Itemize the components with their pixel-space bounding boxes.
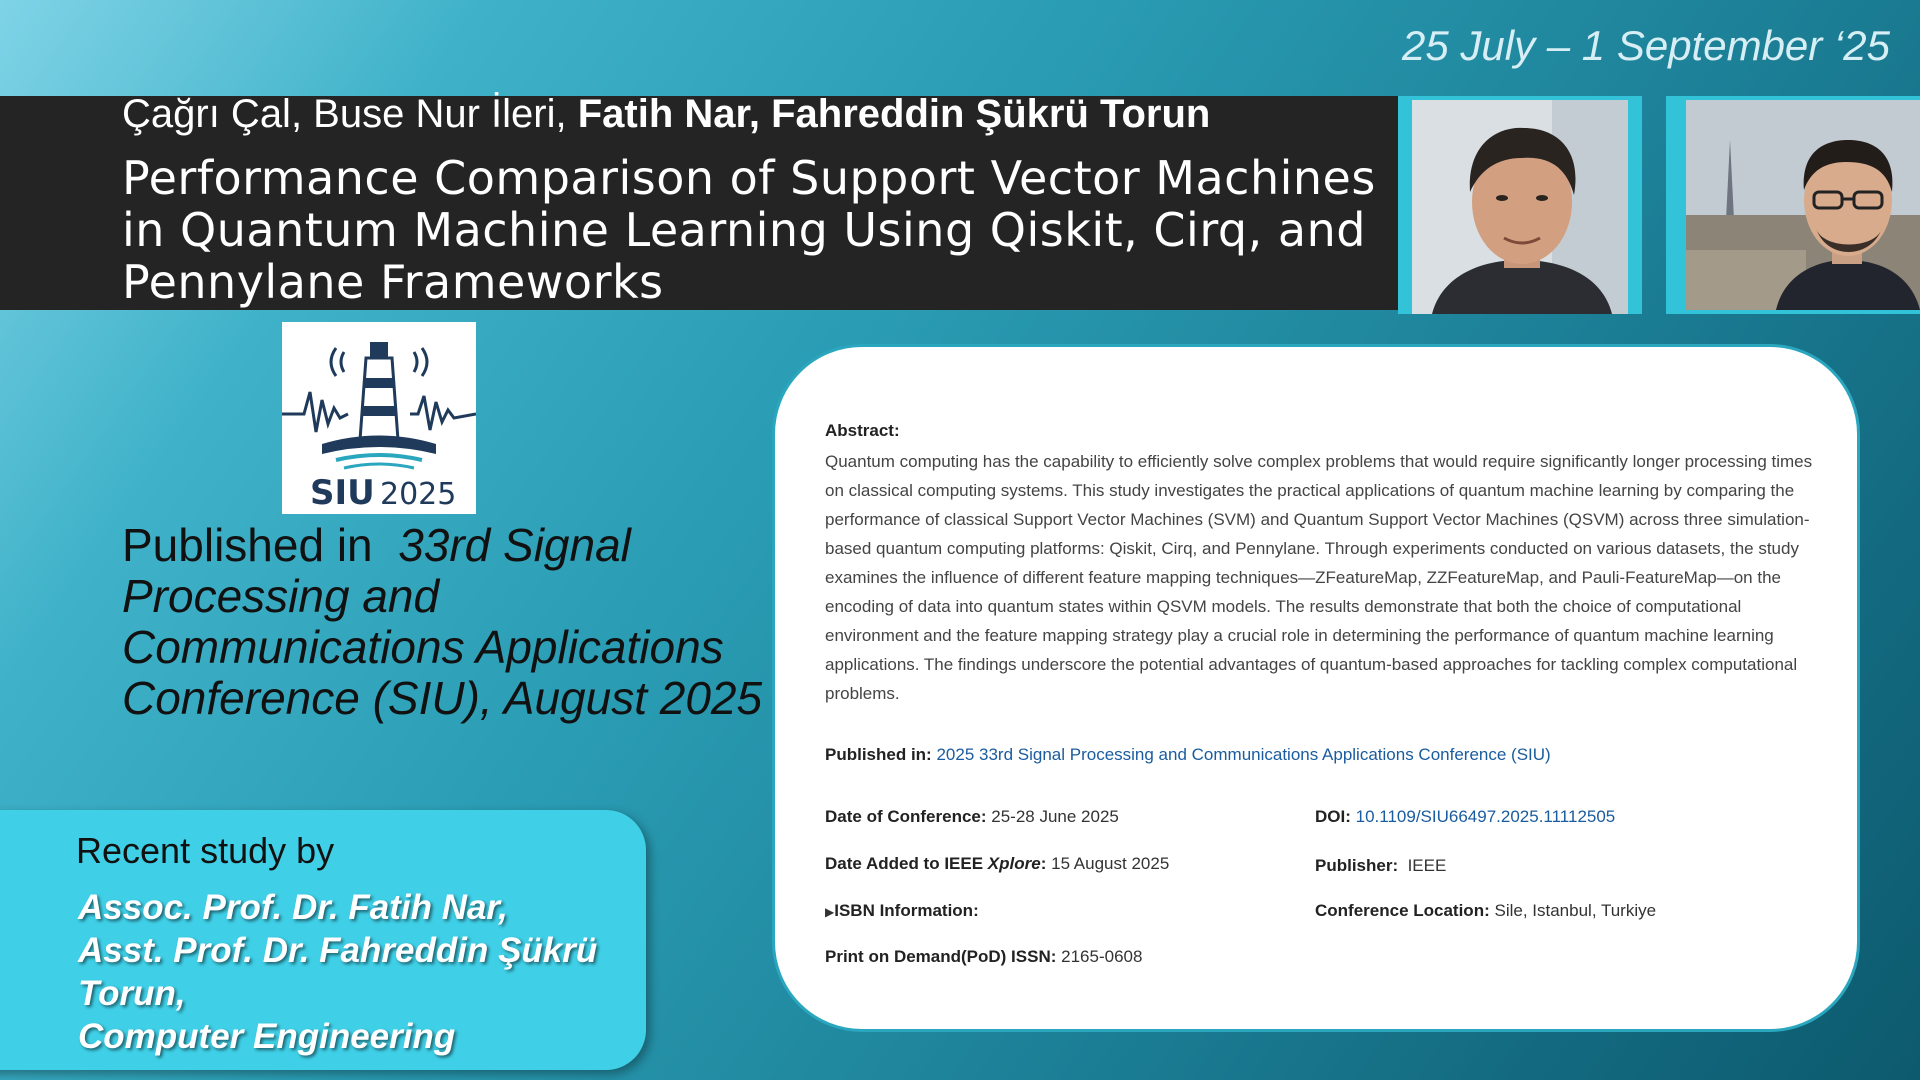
publisher-value: IEEE: [1407, 856, 1447, 875]
recent-study-label: Recent study by: [76, 830, 335, 871]
abstract-card: [772, 344, 1860, 1032]
published-in-row: [825, 745, 1551, 765]
date-added-colon: :: [1040, 854, 1047, 873]
date-added-italic: Xplore: [987, 854, 1041, 873]
date-added-label: Date Added to IEEE: [825, 854, 984, 873]
pod-value: 2165-0608: [1061, 947, 1143, 966]
authors: [122, 92, 1210, 137]
location-label: Conference Location:: [1315, 901, 1490, 920]
paper-title: Performance Comparison of Support Vector Machines in Quantum Machine Learning Using Qiskit, Cirq, and Pennylane Frameworks: [122, 151, 1376, 309]
author-photo-1: [1398, 96, 1642, 314]
isbn-label: ISBN Information:: [834, 901, 979, 920]
doi-row: [1315, 807, 1615, 827]
authors-bold: Fatih Nar, Fahreddin Şükrü Torun: [577, 92, 1211, 136]
author-photo-2: [1666, 96, 1920, 314]
authors-regular: Çağrı Çal, Buse Nur İleri,: [122, 92, 578, 136]
date-range: 25 July – 1 September ‘25: [1402, 22, 1890, 69]
recent-line-3: Torun,: [78, 974, 186, 1013]
doi-link[interactable]: 10.1109/SIU66497.2025.11112505: [1355, 807, 1616, 826]
siu-2025-logo: [282, 322, 476, 514]
publisher-label: Publisher:: [1315, 856, 1399, 875]
logo-year-text: 2025: [380, 477, 457, 512]
caret-right-icon: ▶: [825, 905, 835, 919]
date-of-conference: [825, 807, 1119, 827]
date-conf-value: 25-28 June 2025: [991, 807, 1119, 826]
recent-line-1: Assoc. Prof. Dr. Fatih Nar,: [78, 888, 508, 927]
pod-label: Print on Demand(PoD) ISSN:: [825, 947, 1057, 966]
abstract-body: Quantum computing has the capability to efficiently solve complex problems that would require significantly longer processing times on classical computing systems. This study investigates the practical applications of quantum machine learning by comparing the performance of classical Support Vector Machines (SVM) and Quantum Support Vector Machines (QSVM) across three simulation-based quantum computing platforms: Qiskit, Cirq, and Pennylane. Through experiments conducted on various datasets, the study examines the influence of different feature mapping techniques—ZFeatureMap, ZZFeatureMap, and Pauli-FeatureMap—on the encoding of data into quantum states within QSVM models. The results demonstrate that both the choice of computational environment and the feature mapping strategy play a crucial role in determining the performance of quantum machine learning applications. The findings underscore the potential advantages of quantum-based approaches for tackling complex computational problems.: [825, 452, 1813, 703]
logo-siu-text: SIU: [310, 473, 375, 513]
published-in-link[interactable]: 2025 33rd Signal Processing and Communications Applications Conference (SIU): [936, 745, 1551, 764]
location-row: [1315, 901, 1656, 921]
recent-line-4: Computer Engineering: [78, 1017, 456, 1056]
location-value: Sile, Istanbul, Turkiye: [1494, 901, 1657, 920]
published-venue: 33rd Signal Processing and Communications Applications Conference (SIU), August 2025: [122, 519, 763, 724]
published-in: [122, 520, 782, 724]
date-conf-label: Date of Conference:: [825, 807, 987, 826]
publisher-row: [1315, 856, 1446, 876]
isbn-row[interactable]: [825, 901, 979, 921]
published-in-label: Published in:: [825, 745, 932, 764]
doi-label: DOI:: [1315, 807, 1351, 826]
recent-line-2: Asst. Prof. Dr. Fahreddin Şükrü: [78, 931, 598, 970]
recent-study-authors: [78, 886, 658, 1058]
pod-issn-row: [825, 947, 1142, 967]
date-added-value: 15 August 2025: [1051, 854, 1170, 873]
abstract-heading: Abstract:: [825, 421, 900, 440]
date-added-row: [825, 854, 1169, 874]
published-prefix: Published in: [122, 519, 373, 571]
